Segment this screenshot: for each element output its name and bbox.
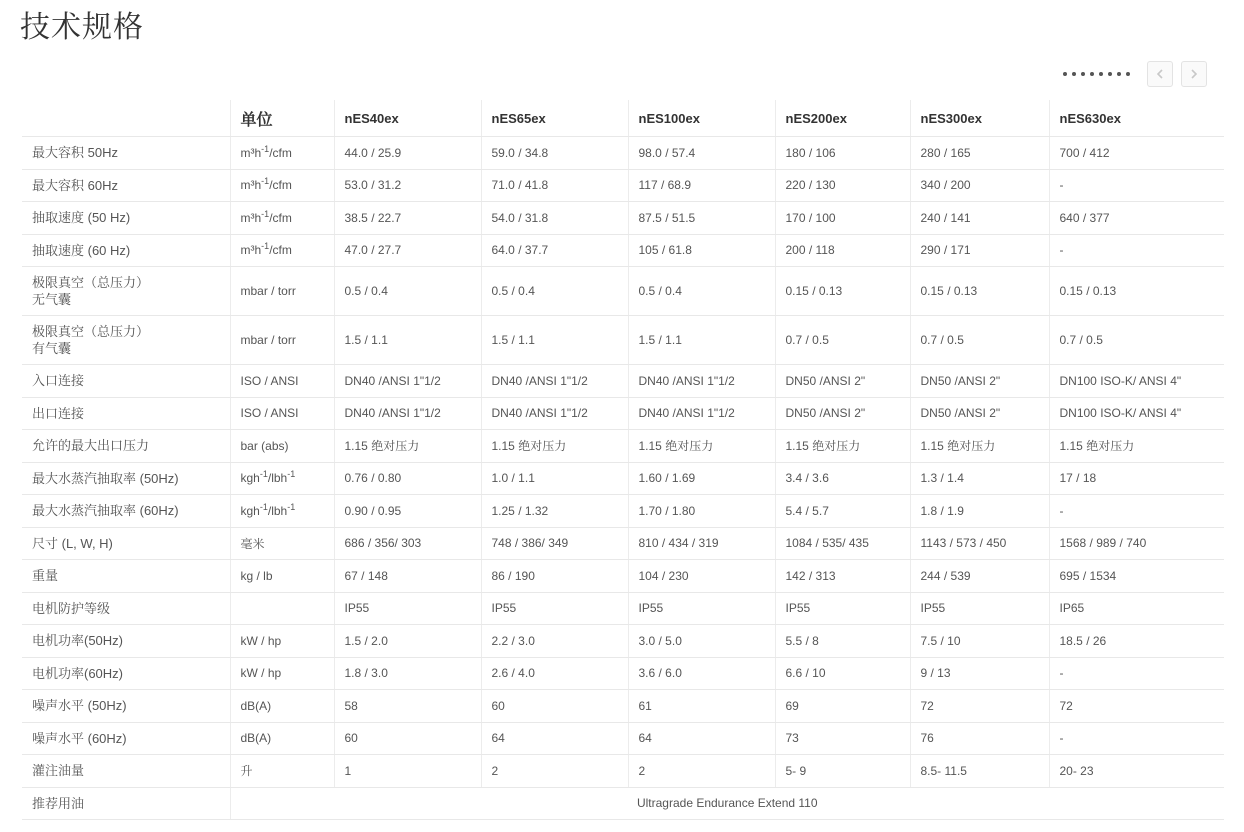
value-cell: 3.6 / 6.0 [628,657,775,690]
value-cell: 64 [481,722,628,755]
next-column-button[interactable] [1181,61,1207,87]
value-cell: 8.5- 11.5 [910,755,1049,788]
table-row [22,430,1224,463]
value-cell: 0.7 / 0.5 [1049,316,1224,365]
value-cell: 73 [775,722,910,755]
value-cell: 200 / 118 [775,234,910,267]
value-cell: IP55 [628,592,775,625]
table-row [22,495,1224,528]
unit-cell: 毫米 [230,527,334,560]
value-cell: 1568 / 989 / 740 [1049,527,1224,560]
row-label: 电机防护等级 [22,592,230,625]
value-cell: 53.0 / 31.2 [334,169,481,202]
value-cell: DN50 /ANSI 2" [775,365,910,398]
value-cell: - [1049,722,1224,755]
pagination-dot[interactable] [1090,72,1094,76]
value-cell: 1.25 / 1.32 [481,495,628,528]
model-header-nes40ex: nES40ex [334,100,481,137]
value-cell: 58 [334,690,481,723]
row-label: 极限真空（总压力） 无气囊 [22,267,230,316]
value-cell: 142 / 313 [775,560,910,593]
value-cell: 0.90 / 0.95 [334,495,481,528]
row-label: 噪声水平 (60Hz) [22,722,230,755]
value-cell: 3.0 / 5.0 [628,625,775,658]
unit-cell: kgh$^{-1}$/lbh$^{-1}$ [230,495,334,528]
value-cell: 1.15 绝对压力 [481,430,628,463]
header-row [22,100,1224,137]
value-cell: 67 / 148 [334,560,481,593]
table-row [22,397,1224,430]
table-row [22,137,1224,170]
value-cell: 1.15 绝对压力 [334,430,481,463]
value-cell: 0.5 / 0.4 [334,267,481,316]
pagination-dot[interactable] [1099,72,1103,76]
value-cell: 170 / 100 [775,202,910,235]
value-cell: 5- 9 [775,755,910,788]
value-cell: 60 [334,722,481,755]
row-label: 允许的最大出口压力 [22,430,230,463]
unit-cell: $m^3h^{-1}$/cfm [230,137,334,170]
value-cell: 0.7 / 0.5 [910,316,1049,365]
value-cell: 17 / 18 [1049,462,1224,495]
value-cell: DN40 /ANSI 1"1/2 [334,397,481,430]
unit-cell: 升 [230,755,334,788]
model-header-nes630ex: nES630ex [1049,100,1224,137]
value-cell: 2 [481,755,628,788]
unit-cell: ISO / ANSI [230,397,334,430]
value-cell: 700 / 412 [1049,137,1224,170]
value-cell: 1.8 / 1.9 [910,495,1049,528]
value-cell: 98.0 / 57.4 [628,137,775,170]
value-cell: 44.0 / 25.9 [334,137,481,170]
unit-cell: mbar / torr [230,267,334,316]
value-cell: 64 [628,722,775,755]
unit-cell: $m^3h^{-1}$/cfm [230,202,334,235]
value-cell: 72 [1049,690,1224,723]
row-label: 推荐用油 [22,787,230,820]
unit-cell [230,592,334,625]
value-cell: 117 / 68.9 [628,169,775,202]
value-cell: 105 / 61.8 [628,234,775,267]
value-cell: 0.76 / 0.80 [334,462,481,495]
unit-cell: kg / lb [230,560,334,593]
table-row [22,234,1224,267]
value-cell: 2 [628,755,775,788]
prev-column-button[interactable] [1147,61,1173,87]
table-row [22,267,1224,316]
unit-cell: kW / hp [230,625,334,658]
value-cell: 810 / 434 / 319 [628,527,775,560]
header-blank-cell [22,100,230,137]
table-row [22,365,1224,398]
value-cell: 64.0 / 37.7 [481,234,628,267]
value-cell: - [1049,234,1224,267]
value-cell: 18.5 / 26 [1049,625,1224,658]
page-title: 技术规格 [20,10,144,45]
value-cell: DN100 ISO-K/ ANSI 4" [1049,397,1224,430]
row-label: 抽取速度 (50 Hz) [22,202,230,235]
unit-cell: $m^3h^{-1}$/cfm [230,169,334,202]
value-cell: 0.5 / 0.4 [628,267,775,316]
value-cell: 1.15 绝对压力 [1049,430,1224,463]
row-label: 抽取速度 (60 Hz) [22,234,230,267]
table-row [22,690,1224,723]
value-cell: 1 [334,755,481,788]
pagination-dot[interactable] [1063,72,1067,76]
row-label: 出口连接 [22,397,230,430]
table-row [22,462,1224,495]
table-row [22,202,1224,235]
value-cell: 5.4 / 5.7 [775,495,910,528]
value-cell: 0.15 / 0.13 [775,267,910,316]
value-cell: - [1049,169,1224,202]
value-cell: 72 [910,690,1049,723]
value-cell: DN50 /ANSI 2" [910,365,1049,398]
table-pager [1063,61,1207,87]
value-cell: 1.5 / 1.1 [481,316,628,365]
table-row [22,316,1224,365]
value-cell: - [1049,495,1224,528]
value-cell: 2.6 / 4.0 [481,657,628,690]
value-cell: IP55 [910,592,1049,625]
model-header-nes100ex: nES100ex [628,100,775,137]
value-cell: 71.0 / 41.8 [481,169,628,202]
model-header-nes200ex: nES200ex [775,100,910,137]
value-cell: 76 [910,722,1049,755]
pagination-dot[interactable] [1072,72,1076,76]
unit-cell: kgh$^{-1}$/lbh$^{-1}$ [230,462,334,495]
value-cell: 1.5 / 1.1 [334,316,481,365]
value-cell: 6.6 / 10 [775,657,910,690]
value-cell: 280 / 165 [910,137,1049,170]
table-row [22,755,1224,788]
table-row [22,625,1224,658]
table-row [22,527,1224,560]
model-header-nes300ex: nES300ex [910,100,1049,137]
value-cell: 38.5 / 22.7 [334,202,481,235]
value-cell: 59.0 / 34.8 [481,137,628,170]
value-cell: 1.15 绝对压力 [910,430,1049,463]
row-label: 尺寸 (L, W, H) [22,527,230,560]
unit-cell: $m^3h^{-1}$/cfm [230,234,334,267]
unit-cell: dB(A) [230,722,334,755]
value-cell: 1084 / 535/ 435 [775,527,910,560]
value-cell: 54.0 / 31.8 [481,202,628,235]
value-cell: 1.70 / 1.80 [628,495,775,528]
pagination-dot[interactable] [1126,72,1130,76]
row-label: 极限真空（总压力） 有气囊 [22,316,230,365]
table-row [22,722,1224,755]
recommended-oil-row [22,787,1224,820]
value-cell: 220 / 130 [775,169,910,202]
chevron-left-icon [1156,69,1164,79]
recommended-oil-value: Ultragrade Endurance Extend 110 [230,787,1224,820]
value-cell: 640 / 377 [1049,202,1224,235]
value-cell: 5.5 / 8 [775,625,910,658]
unit-cell: dB(A) [230,690,334,723]
row-label: 电机功率(60Hz) [22,657,230,690]
value-cell: 1.15 绝对压力 [775,430,910,463]
value-cell: 104 / 230 [628,560,775,593]
value-cell: 0.5 / 0.4 [481,267,628,316]
row-label: 电机功率(50Hz) [22,625,230,658]
value-cell: 0.7 / 0.5 [775,316,910,365]
value-cell: 695 / 1534 [1049,560,1224,593]
pagination-dot[interactable] [1108,72,1112,76]
value-cell: 47.0 / 27.7 [334,234,481,267]
unit-cell: bar (abs) [230,430,334,463]
value-cell: 340 / 200 [910,169,1049,202]
table-row [22,560,1224,593]
value-cell: 180 / 106 [775,137,910,170]
value-cell: IP55 [481,592,628,625]
row-label: 入口连接 [22,365,230,398]
value-cell: 87.5 / 51.5 [628,202,775,235]
value-cell: DN40 /ANSI 1"1/2 [481,365,628,398]
spec-table [22,100,1224,820]
model-header-nes65ex: nES65ex [481,100,628,137]
pagination-dot[interactable] [1081,72,1085,76]
value-cell: 1.15 绝对压力 [628,430,775,463]
unit-cell: kW / hp [230,657,334,690]
value-cell: 1143 / 573 / 450 [910,527,1049,560]
row-label: 噪声水平 (50Hz) [22,690,230,723]
value-cell: 1.8 / 3.0 [334,657,481,690]
value-cell: 0.15 / 0.13 [910,267,1049,316]
table-row [22,592,1224,625]
value-cell: 1.5 / 2.0 [334,625,481,658]
value-cell: 748 / 386/ 349 [481,527,628,560]
value-cell: DN50 /ANSI 2" [775,397,910,430]
value-cell: IP65 [1049,592,1224,625]
row-label: 最大水蒸汽抽取率 (60Hz) [22,495,230,528]
pagination-dots [1063,72,1130,76]
value-cell: 69 [775,690,910,723]
chevron-right-icon [1190,69,1198,79]
row-label: 最大水蒸汽抽取率 (50Hz) [22,462,230,495]
value-cell: 86 / 190 [481,560,628,593]
row-label: 重量 [22,560,230,593]
table-row [22,169,1224,202]
value-cell: 240 / 141 [910,202,1049,235]
value-cell: DN40 /ANSI 1"1/2 [628,397,775,430]
value-cell: 1.3 / 1.4 [910,462,1049,495]
value-cell: 290 / 171 [910,234,1049,267]
value-cell: 0.15 / 0.13 [1049,267,1224,316]
value-cell: 61 [628,690,775,723]
value-cell: 2.2 / 3.0 [481,625,628,658]
value-cell: 686 / 356/ 303 [334,527,481,560]
value-cell: 1.5 / 1.1 [628,316,775,365]
unit-header: 单位 [230,100,334,137]
row-label: 灌注油量 [22,755,230,788]
value-cell: 1.0 / 1.1 [481,462,628,495]
value-cell: DN40 /ANSI 1"1/2 [481,397,628,430]
value-cell: DN50 /ANSI 2" [910,397,1049,430]
table-row [22,657,1224,690]
value-cell: 60 [481,690,628,723]
row-label: 最大容积 50Hz [22,137,230,170]
value-cell: DN40 /ANSI 1"1/2 [334,365,481,398]
value-cell: DN40 /ANSI 1"1/2 [628,365,775,398]
unit-cell: mbar / torr [230,316,334,365]
value-cell: 3.4 / 3.6 [775,462,910,495]
value-cell: DN100 ISO-K/ ANSI 4" [1049,365,1224,398]
pagination-dot[interactable] [1117,72,1121,76]
value-cell: 7.5 / 10 [910,625,1049,658]
value-cell: 244 / 539 [910,560,1049,593]
value-cell: 20- 23 [1049,755,1224,788]
value-cell: 9 / 13 [910,657,1049,690]
value-cell: 1.60 / 1.69 [628,462,775,495]
row-label: 最大容积 60Hz [22,169,230,202]
value-cell: IP55 [334,592,481,625]
value-cell: IP55 [775,592,910,625]
unit-cell: ISO / ANSI [230,365,334,398]
value-cell: - [1049,657,1224,690]
